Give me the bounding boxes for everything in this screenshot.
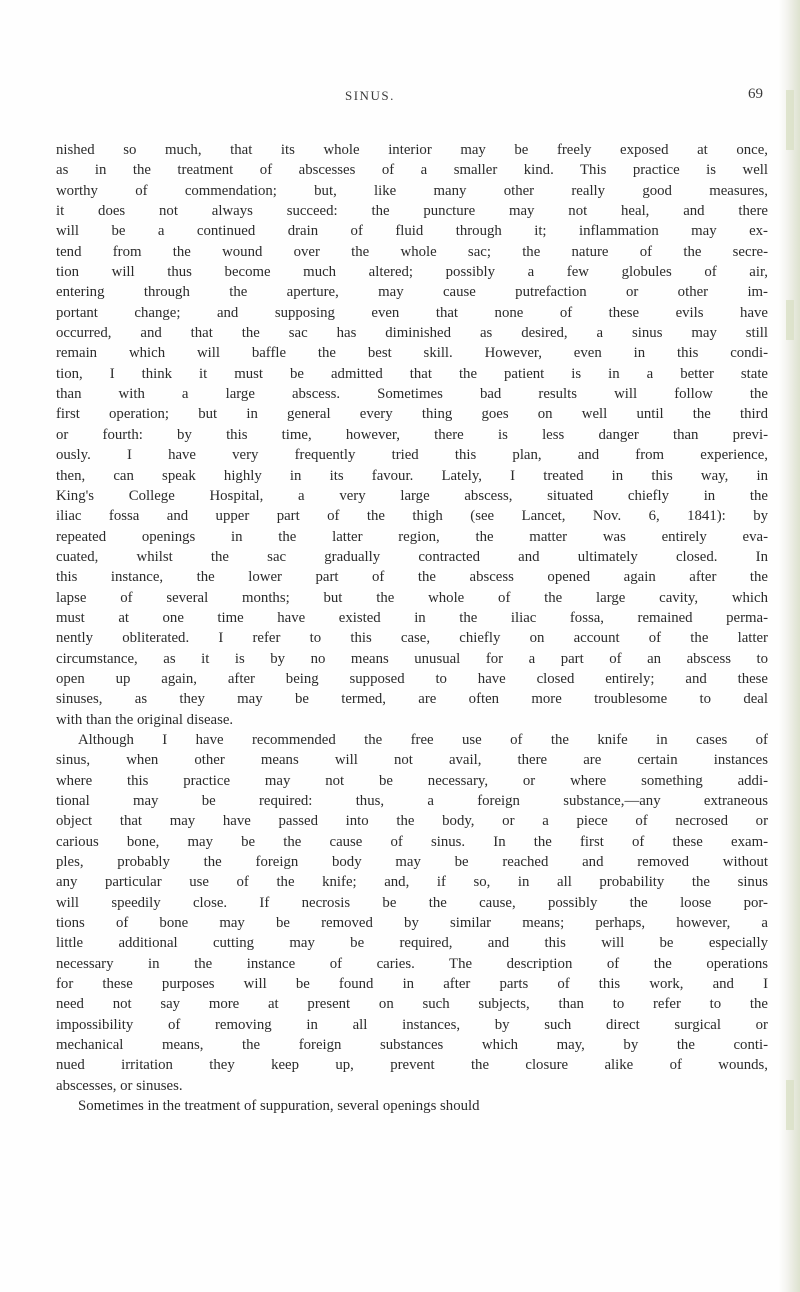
text-line: King's College Hospital, a very large abscess, situated chiefly in the — [56, 487, 768, 504]
text-line: little additional cutting may be required, and this will be especially — [56, 935, 768, 952]
text-line: impossibility of removing in all instances, by such direct surgical or — [56, 1016, 768, 1033]
text-line: where this practice may not be necessary, or where something addi- — [56, 772, 768, 789]
text-line: for these purposes will be found in after parts of this work, and I — [56, 976, 768, 993]
text-line: will be a continued drain of fluid through it; inflammation may ex- — [56, 223, 768, 240]
text-line: tion will thus become much altered; possibly a few globules of air, — [56, 264, 768, 281]
text-line: it does not always succeed: the puncture may not heal, and there — [56, 203, 768, 220]
text-line: nued irritation they keep up, prevent the closure alike of wounds, — [56, 1057, 768, 1074]
text-line: lapse of several months; but the whole of the large cavity, which — [56, 589, 768, 606]
text-line: portant change; and supposing even that none of these evils have — [56, 304, 768, 321]
running-head — [0, 88, 800, 108]
text-line: as in the treatment of abscesses of a smaller kind. This practice is well — [56, 162, 768, 179]
text-line: mechanical means, the foreign substances which may, by the conti- — [56, 1037, 768, 1054]
text-line: this instance, the lower part of the abscess opened again after the — [56, 569, 768, 586]
text-line: repeated openings in the latter region, the matter was entirely eva- — [56, 528, 768, 545]
text-line: sinus, when other means will not avail, there are certain instances — [56, 752, 768, 769]
running-title: SINUS. — [345, 88, 395, 103]
text-line: cuated, whilst the sac gradually contracted and ultimately closed. In — [56, 548, 768, 565]
text-line: carious bone, may be the cause of sinus. In the first of these exam- — [56, 833, 768, 850]
text-line: nished so much, that its whole interior may be freely exposed at once, — [56, 142, 768, 158]
text-line: occurred, and that the sac has diminished as desired, a sinus may still — [56, 325, 768, 342]
text-line: remain which will baffle the best skill. However, even in this condi- — [56, 345, 768, 362]
text-line: nently obliterated. I refer to this case, chiefly on account of the latter — [56, 630, 768, 647]
text-line: tional may be required: thus, a foreign substance,—any extraneous — [56, 793, 768, 809]
text-line: than with a large abscess. Sometimes bad results will follow the — [56, 386, 768, 403]
paragraph-start-line: Sometimes in the treatment of suppuration, several openings should — [78, 1098, 480, 1115]
text-line: then, can speak highly in its favour. Lately, I treated in this way, in — [56, 467, 768, 484]
text-line: must at one time have existed in the iliac fossa, remained perma- — [56, 609, 768, 626]
page-edge-stain — [786, 90, 794, 150]
text-line: necessary in the instance of caries. The description of the operations — [56, 955, 768, 972]
paragraph-start-line: Although I have recommended the free use of the knife in cases of — [78, 731, 768, 748]
text-line: entering through the aperture, may cause putrefaction or other im- — [56, 284, 768, 301]
text-line: or fourth: by this time, however, there is less danger than previ- — [56, 426, 768, 443]
text-line: any particular use of the knife; and, if so, in all probability the sinus — [56, 874, 768, 891]
text-line: open up again, after being supposed to have closed entirely; and these — [56, 670, 768, 687]
text-line: object that may have passed into the body, or a piece of necrosed or — [56, 813, 768, 830]
page-number: 69 — [748, 86, 763, 102]
page-edge-stain — [786, 300, 794, 340]
text-line: first operation; but in general every thing goes on well until the third — [56, 406, 768, 423]
text-line: ously. I have very frequently tried this plan, and from experience, — [56, 447, 768, 464]
body-text — [56, 140, 768, 1117]
page-edge-shadow — [778, 0, 800, 1292]
text-line: circumstance, as it is by no means unusual for a part of an abscess to — [56, 650, 768, 667]
paragraph-end-line: with than the original disease. — [56, 711, 234, 728]
text-line: will speedily close. If necrosis be the cause, possibly the loose por- — [56, 894, 768, 911]
text-line: tend from the wound over the whole sac; the nature of the secre- — [56, 243, 768, 260]
text-line: need not say more at present on such subjects, than to refer to the — [56, 996, 768, 1013]
text-line: sinuses, as they may be termed, are often more troublesome to deal — [56, 691, 768, 708]
text-line: ples, probably the foreign body may be reached and removed without — [56, 854, 768, 871]
text-line: iliac fossa and upper part of the thigh (see Lancet, Nov. 6, 1841): by — [56, 508, 768, 525]
paragraph-end-line: abscesses, or sinuses. — [56, 1077, 183, 1094]
page-edge-stain — [786, 1080, 794, 1130]
text-line: tions of bone may be removed by similar means; perhaps, however, a — [56, 915, 768, 932]
text-line: worthy of commendation; but, like many other really good measures, — [56, 182, 768, 199]
text-line: tion, I think it must be admitted that the patient is in a better state — [56, 365, 768, 382]
